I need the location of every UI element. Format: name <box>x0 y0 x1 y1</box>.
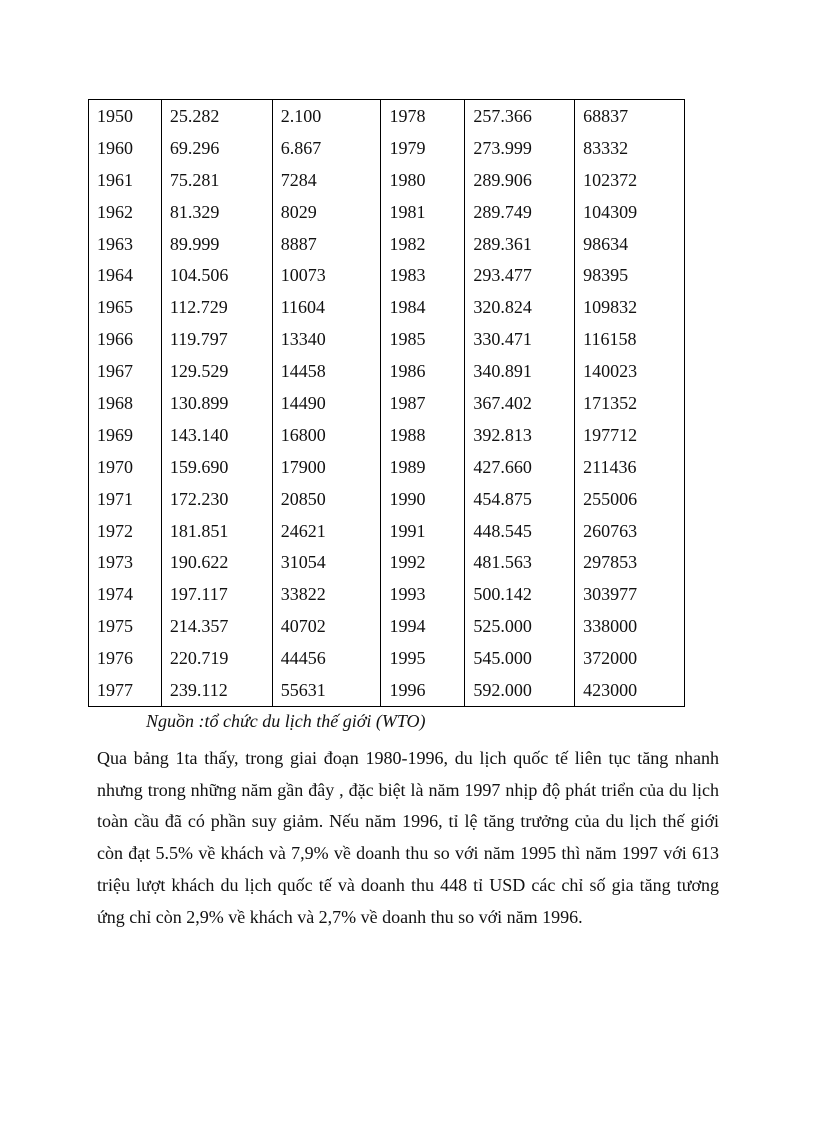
table-cell: 1963 <box>89 228 162 260</box>
table-cell: 525.000 <box>465 610 575 642</box>
table-cell: 171352 <box>575 387 685 419</box>
table-cell: 1970 <box>89 451 162 483</box>
table-cell: 392.813 <box>465 419 575 451</box>
table-cell: 303977 <box>575 578 685 610</box>
table-cell: 8029 <box>272 196 381 228</box>
table-row <box>89 419 685 451</box>
table-cell: 1988 <box>381 419 465 451</box>
table-cell: 1964 <box>89 259 162 291</box>
table-cell: 1980 <box>381 164 465 196</box>
table-cell: 2.100 <box>272 100 381 132</box>
table-row <box>89 642 685 674</box>
table-cell: 172.230 <box>161 483 272 515</box>
table-cell: 1972 <box>89 515 162 547</box>
table-cell: 190.622 <box>161 546 272 578</box>
table-cell: 481.563 <box>465 546 575 578</box>
table-cell: 6.867 <box>272 132 381 164</box>
table-cell: 89.999 <box>161 228 272 260</box>
table-cell: 1968 <box>89 387 162 419</box>
table-cell: 1990 <box>381 483 465 515</box>
table-cell: 1976 <box>89 642 162 674</box>
table-row <box>89 100 685 132</box>
table-row <box>89 323 685 355</box>
table-cell: 16800 <box>272 419 381 451</box>
source-note: Nguồn :tổ chức du lịch thế giới (WTO) <box>146 711 426 731</box>
table-cell: 255006 <box>575 483 685 515</box>
table-cell: 104.506 <box>161 259 272 291</box>
table-cell: 130.899 <box>161 387 272 419</box>
table-row <box>89 132 685 164</box>
table-cell: 448.545 <box>465 515 575 547</box>
table-cell: 427.660 <box>465 451 575 483</box>
table-cell: 159.690 <box>161 451 272 483</box>
table-cell: 257.366 <box>465 100 575 132</box>
table-cell: 1974 <box>89 578 162 610</box>
tourism-statistics-table <box>88 99 685 707</box>
table-cell: 1967 <box>89 355 162 387</box>
table-row <box>89 259 685 291</box>
table-cell: 1986 <box>381 355 465 387</box>
table-cell: 423000 <box>575 674 685 706</box>
table-cell: 1978 <box>381 100 465 132</box>
table-row <box>89 610 685 642</box>
table-cell: 83332 <box>575 132 685 164</box>
table-cell: 1981 <box>381 196 465 228</box>
table-cell: 1973 <box>89 546 162 578</box>
table-cell: 13340 <box>272 323 381 355</box>
table-cell: 75.281 <box>161 164 272 196</box>
table-cell: 10073 <box>272 259 381 291</box>
table-cell: 197.117 <box>161 578 272 610</box>
table-cell: 68837 <box>575 100 685 132</box>
table-cell: 7284 <box>272 164 381 196</box>
table-cell: 1975 <box>89 610 162 642</box>
table-cell: 119.797 <box>161 323 272 355</box>
table-cell: 1977 <box>89 674 162 706</box>
table-cell: 40702 <box>272 610 381 642</box>
table-cell: 1987 <box>381 387 465 419</box>
table-cell: 197712 <box>575 419 685 451</box>
table-cell: 1965 <box>89 291 162 323</box>
table-cell: 239.112 <box>161 674 272 706</box>
table-row <box>89 355 685 387</box>
table-cell: 109832 <box>575 291 685 323</box>
table-cell: 1989 <box>381 451 465 483</box>
table-cell: 1991 <box>381 515 465 547</box>
table-cell: 8887 <box>272 228 381 260</box>
table-cell: 24621 <box>272 515 381 547</box>
table-cell: 104309 <box>575 196 685 228</box>
table-cell: 1962 <box>89 196 162 228</box>
table-cell: 289.906 <box>465 164 575 196</box>
table-cell: 17900 <box>272 451 381 483</box>
table-cell: 1966 <box>89 323 162 355</box>
table-cell: 129.529 <box>161 355 272 387</box>
table-cell: 1994 <box>381 610 465 642</box>
table-cell: 1983 <box>381 259 465 291</box>
table-cell: 69.296 <box>161 132 272 164</box>
table-cell: 367.402 <box>465 387 575 419</box>
table-cell: 372000 <box>575 642 685 674</box>
table-cell: 1985 <box>381 323 465 355</box>
table-cell: 181.851 <box>161 515 272 547</box>
table-cell: 25.282 <box>161 100 272 132</box>
table-cell: 260763 <box>575 515 685 547</box>
table-cell: 112.729 <box>161 291 272 323</box>
table-body <box>89 100 685 707</box>
table-cell: 211436 <box>575 451 685 483</box>
table-row <box>89 578 685 610</box>
table-cell: 320.824 <box>465 291 575 323</box>
table-cell: 1969 <box>89 419 162 451</box>
table-cell: 214.357 <box>161 610 272 642</box>
table-row <box>89 164 685 196</box>
table-cell: 20850 <box>272 483 381 515</box>
table-cell: 273.999 <box>465 132 575 164</box>
table-cell: 44456 <box>272 642 381 674</box>
table-cell: 116158 <box>575 323 685 355</box>
table-cell: 1995 <box>381 642 465 674</box>
table-cell: 81.329 <box>161 196 272 228</box>
table-cell: 14458 <box>272 355 381 387</box>
table-cell: 140023 <box>575 355 685 387</box>
table-cell: 330.471 <box>465 323 575 355</box>
table-cell: 1961 <box>89 164 162 196</box>
body-paragraph: Qua bảng 1ta thấy, trong giai đoạn 1980-1996, du lịch quốc tế liên tục tăng nhanh nhưng trong những năm gần đây , đặc biệt là năm 1997 nhịp độ phát triển của du lịch toàn cầu đã có phần suy giảm. Nếu năm 1996, tỉ lệ tăng trưởng của du lịch thế giới còn đạt 5.5% về khách và 7,9% về doanh thu so với năm 1995 thì năm 1997 với 613 triệu lượt khách du lịch quốc tế và doanh thu 448 tỉ USD các chỉ số gia tăng tương ứng chỉ còn 2,9% về khách và 2,7% về doanh thu so với năm 1996. <box>97 748 719 927</box>
table-cell: 500.142 <box>465 578 575 610</box>
table-cell: 11604 <box>272 291 381 323</box>
table-cell: 289.749 <box>465 196 575 228</box>
table-cell: 338000 <box>575 610 685 642</box>
table-cell: 293.477 <box>465 259 575 291</box>
table-cell: 1971 <box>89 483 162 515</box>
table-cell: 220.719 <box>161 642 272 674</box>
table-cell: 1992 <box>381 546 465 578</box>
table-cell: 55631 <box>272 674 381 706</box>
table-cell: 454.875 <box>465 483 575 515</box>
table-cell: 289.361 <box>465 228 575 260</box>
table-cell: 102372 <box>575 164 685 196</box>
table-cell: 14490 <box>272 387 381 419</box>
table-cell: 98634 <box>575 228 685 260</box>
table-cell: 1982 <box>381 228 465 260</box>
table-cell: 1993 <box>381 578 465 610</box>
table-cell: 31054 <box>272 546 381 578</box>
table-cell: 1979 <box>381 132 465 164</box>
table-cell: 297853 <box>575 546 685 578</box>
table-row <box>89 674 685 706</box>
table-cell: 1984 <box>381 291 465 323</box>
table-row <box>89 483 685 515</box>
table-row <box>89 228 685 260</box>
table-cell: 340.891 <box>465 355 575 387</box>
table-cell: 592.000 <box>465 674 575 706</box>
table-row <box>89 196 685 228</box>
table-cell: 98395 <box>575 259 685 291</box>
table-cell: 33822 <box>272 578 381 610</box>
table-row <box>89 387 685 419</box>
table-cell: 1960 <box>89 132 162 164</box>
table-cell: 143.140 <box>161 419 272 451</box>
table-row <box>89 291 685 323</box>
table-row <box>89 515 685 547</box>
table-row <box>89 546 685 578</box>
table-row <box>89 451 685 483</box>
table-cell: 1950 <box>89 100 162 132</box>
table-cell: 1996 <box>381 674 465 706</box>
table-cell: 545.000 <box>465 642 575 674</box>
